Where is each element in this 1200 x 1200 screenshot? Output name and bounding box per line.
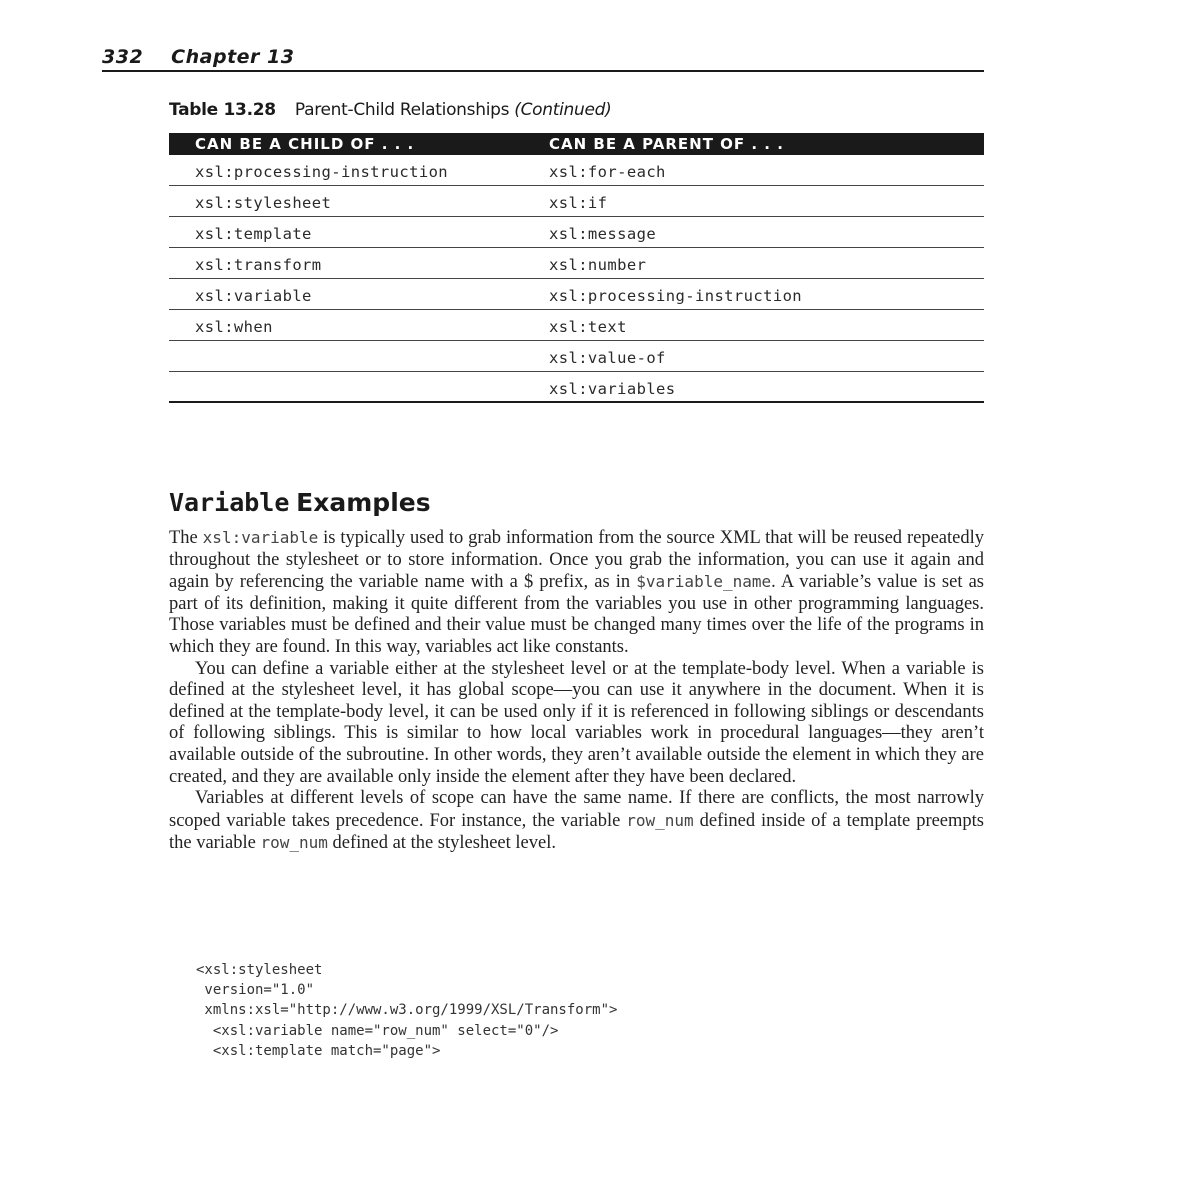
table-row xyxy=(169,186,984,217)
table-cell-child-of xyxy=(169,374,549,401)
table-cell-parent-of: xsl:number xyxy=(549,256,647,274)
table-cell-parent-of: xsl:value-of xyxy=(549,349,666,367)
inline-code: row_num xyxy=(626,810,694,830)
table-caption-suffix: (Continued) xyxy=(514,100,612,120)
inline-code: row_num xyxy=(260,833,328,853)
table-header-child-of: CAN BE A CHILD OF . . . xyxy=(195,135,415,153)
table-header-parent-of: CAN BE A PARENT OF . . . xyxy=(549,135,784,153)
table-cell-parent-of: xsl:if xyxy=(549,194,608,212)
table-row xyxy=(169,341,984,372)
table-cell-child-of xyxy=(169,343,549,371)
table-row xyxy=(169,372,984,403)
page-number: 332 xyxy=(102,46,144,68)
table-cell-child-of: xsl:template xyxy=(195,225,312,243)
paragraph-1 xyxy=(169,527,984,659)
paragraph-text: is typically used to grab information from the source XML that will be reused repeatedly throughout the stylesheet or to store information. Once you grab the information, you can use it again and again by referencing the variable name with a $ prefix, as in xyxy=(169,528,984,593)
table-caption-title: Parent-Child Relationships xyxy=(294,100,510,120)
table-caption-number: Table 13.28 xyxy=(169,100,276,120)
table-header-row xyxy=(169,133,984,155)
table-cell-parent-of: xsl:for-each xyxy=(549,163,666,181)
table-cell-parent-of: xsl:text xyxy=(549,318,627,336)
body-text xyxy=(169,527,984,855)
parent-child-table xyxy=(169,133,984,403)
table-row xyxy=(169,248,984,279)
table-caption xyxy=(169,100,611,120)
table-cell-parent-of: xsl:variables xyxy=(549,380,676,398)
paragraph-2: You can define a variable either at the stylesheet level or at the template-body level. When a variable is defined at the stylesheet level, it has global scope—you can use it anywhere in the document. When it is defined at the template-body level, it can be used only if it is referenced in following siblings or descendants of following siblings. This is similar to how local variables work in procedural languages—they aren’t available outside of the subroutine. In other words, they aren’t available outside the element in which they are created, and they are available only inside the element after they have been declared. xyxy=(169,658,984,787)
section-heading-code: Variable xyxy=(169,488,290,517)
table-row xyxy=(169,155,984,186)
table-cell-child-of: xsl:when xyxy=(195,318,273,336)
table-cell-parent-of: xsl:message xyxy=(549,225,657,243)
section-heading-text: Examples xyxy=(296,488,431,517)
inline-code: xsl:variable xyxy=(202,528,319,547)
paragraph-text: Variables at different levels of scope can have the same name. If there are conflicts, the most narrowly scoped variable takes precedence. For instance, the variable xyxy=(169,788,984,831)
inline-code: $variable_name xyxy=(636,572,772,592)
paragraph-text: defined inside of a template preempts the variable xyxy=(169,810,985,854)
table-row xyxy=(169,310,984,341)
code-listing: <xsl:stylesheet version="1.0" xmlns:xsl="http://www.w3.org/1999/XSL/Transform"> <xsl:variable name="row_num" select="0"/> <xsl:template match="page"> xyxy=(196,962,618,1059)
paragraph-3 xyxy=(169,788,984,855)
paragraph-text: defined at the stylesheet level. xyxy=(327,833,556,854)
table-row xyxy=(169,217,984,248)
table-cell-child-of: xsl:processing-instruction xyxy=(195,163,449,181)
chapter-title: Chapter 13 xyxy=(171,46,295,68)
section-heading xyxy=(169,484,431,521)
table-cell-child-of: xsl:variable xyxy=(195,287,312,305)
paragraph-text: The xyxy=(169,528,203,548)
table-cell-parent-of: xsl:processing-instruction xyxy=(549,287,803,305)
paragraph-text: . A variable’s value is set as part of its definition, making it quite different from the variables you use in other programming languages. Those variables must be defined and their value must be changed many times over the life of the programs in which they are found. In this way, variables act like constants. xyxy=(169,572,984,657)
table-row xyxy=(169,279,984,310)
table-cell-child-of: xsl:transform xyxy=(195,256,322,274)
table-cell-child-of: xsl:stylesheet xyxy=(195,194,332,212)
page-header xyxy=(102,44,984,72)
